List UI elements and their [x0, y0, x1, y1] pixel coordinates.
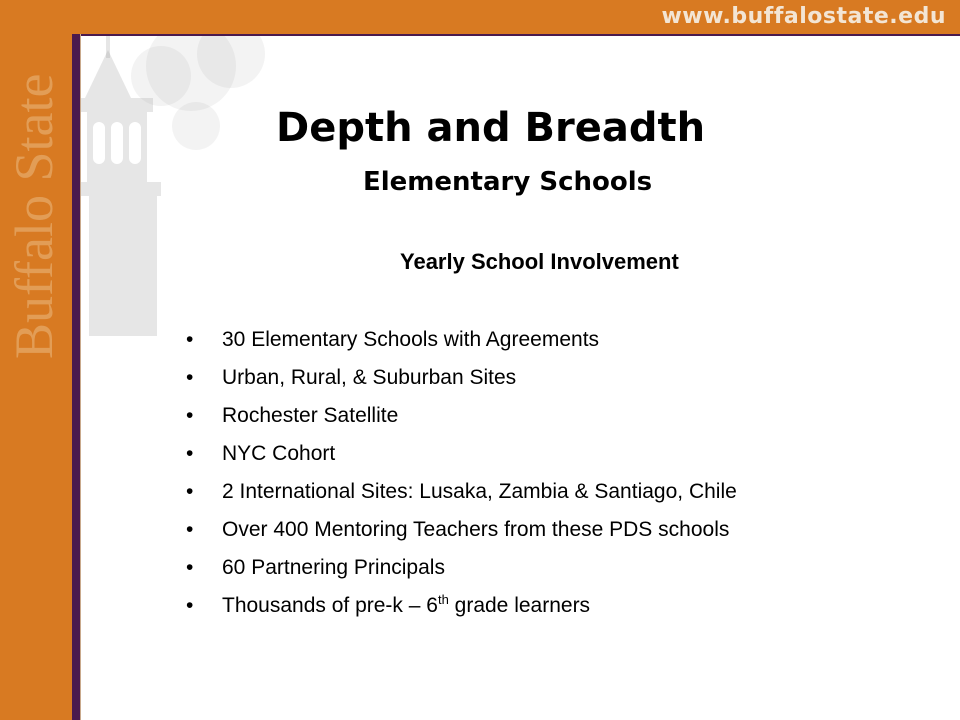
bullet-icon: •	[186, 480, 194, 503]
buffalo-state-wordmark-logo	[0, 34, 72, 364]
bullet-icon: •	[186, 366, 194, 389]
section-heading: Yearly School Involvement	[400, 249, 679, 274]
bullet-icon: •	[186, 404, 194, 427]
bullet-icon: •	[186, 328, 194, 351]
svg-text:Buffalo State: Buffalo State	[4, 73, 64, 359]
clock-tower-watermark-icon	[81, 36, 281, 336]
bullet-item: • 30 Elementary Schools with Agreements	[186, 324, 737, 362]
bullet-icon: •	[186, 556, 194, 579]
bullet-item: • Thousands of pre-k – 6th grade learners	[186, 590, 737, 628]
slide-title: Depth and Breadth	[276, 105, 706, 151]
bullet-item: • Over 400 Mentoring Teachers from these PDS schools	[186, 514, 737, 552]
bullet-icon: •	[186, 518, 194, 541]
bullet-item: • Rochester Satellite	[186, 400, 737, 438]
bullet-list	[186, 324, 737, 628]
bullet-item: • 2 International Sites: Lusaka, Zambia & Santiago, Chile	[186, 476, 737, 514]
bullet-item: • Urban, Rural, & Suburban Sites	[186, 362, 737, 400]
bullet-icon: •	[186, 442, 194, 465]
website-url: www.buffalostate.edu	[661, 4, 946, 29]
slide-subtitle: Elementary Schools	[363, 167, 653, 197]
top-banner	[0, 0, 960, 34]
bullet-icon: •	[186, 594, 194, 617]
left-divider	[72, 34, 80, 720]
bullet-item: • 60 Partnering Principals	[186, 552, 737, 590]
bullet-item: • NYC Cohort	[186, 438, 737, 476]
